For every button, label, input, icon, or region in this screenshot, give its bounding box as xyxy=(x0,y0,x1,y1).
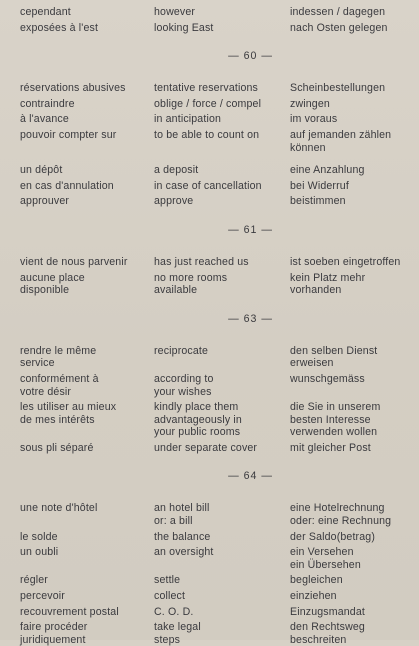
table-row xyxy=(20,113,411,126)
english-term: in case of cancellation xyxy=(154,179,262,192)
english-term: however xyxy=(154,6,196,18)
german-term: wunschgemäss xyxy=(290,372,365,385)
french-term: régler xyxy=(20,574,48,587)
section-heading: — 60 — xyxy=(228,50,273,63)
german-term: einziehen xyxy=(290,590,337,603)
french-term: conformément à votre désir xyxy=(20,372,99,398)
french-term: les utiliser au mieux de mes intérêts xyxy=(20,401,117,426)
english-term: an oversight xyxy=(154,546,214,559)
table-row xyxy=(20,256,411,269)
german-term: mit gleicher Post xyxy=(290,441,371,454)
table-row xyxy=(20,82,411,95)
table-row xyxy=(20,98,411,111)
french-term: le solde xyxy=(20,530,58,543)
german-term: im voraus xyxy=(290,113,338,126)
french-term: réservations abusives xyxy=(20,82,126,95)
french-term: un dépôt xyxy=(20,164,63,177)
german-term: der Saldo(betrag) xyxy=(290,530,375,543)
table-row xyxy=(20,195,411,208)
section-heading: — 63 — xyxy=(228,312,273,325)
english-term: tentative reservations xyxy=(154,82,258,95)
english-term: collect xyxy=(154,590,186,603)
table-row xyxy=(20,621,411,646)
english-term: has just reached us xyxy=(154,255,249,268)
english-term: in anticipation xyxy=(154,113,222,126)
table-row xyxy=(20,272,411,297)
french-term: à l'avance xyxy=(20,113,69,126)
french-term: exposées à l'est xyxy=(20,21,99,34)
table-row xyxy=(20,180,411,193)
english-term: settle xyxy=(154,574,181,587)
table-row xyxy=(20,401,411,439)
english-term: a deposit xyxy=(154,164,199,177)
english-term: approve xyxy=(154,195,194,208)
french-term: aucune place disponible xyxy=(20,271,85,297)
german-term: begleichen xyxy=(290,574,343,587)
table-row xyxy=(20,502,411,527)
german-term: den Rechtsweg beschreiten xyxy=(290,621,365,646)
table-row xyxy=(20,6,411,19)
table-row xyxy=(20,574,411,587)
german-term: kein Platz mehr vorhanden xyxy=(290,271,366,297)
section-heading: — 64 — xyxy=(228,470,273,483)
german-term: Einzugsmandat xyxy=(290,605,365,618)
english-term: under separate cover xyxy=(154,441,258,454)
french-term: rendre le même service xyxy=(20,344,97,370)
english-term: an hotel bill or: a bill xyxy=(154,502,210,528)
french-term: une note d'hôtel xyxy=(20,502,98,515)
french-term: un oubli xyxy=(20,546,59,559)
german-term: eine Hotelrechnung oder: eine Rechnung xyxy=(290,502,392,528)
french-term: pouvoir compter sur xyxy=(20,128,117,141)
english-term: C. O. D. xyxy=(154,605,194,618)
table-row xyxy=(20,606,411,619)
german-term: den selben Dienst erweisen xyxy=(290,344,378,370)
german-term: beistimmen xyxy=(290,195,346,208)
german-term: bei Widerruf xyxy=(290,179,349,192)
german-term: zwingen xyxy=(290,97,330,110)
english-term: kindly place them advantageously in your public rooms xyxy=(154,401,242,439)
french-term: en cas d'annulation xyxy=(20,179,114,192)
english-term: oblige / force / compel xyxy=(154,97,262,110)
german-term: nach Osten gelegen xyxy=(290,21,388,34)
french-term: approuver xyxy=(20,195,70,208)
table-row xyxy=(20,590,411,603)
french-term: sous pli séparé xyxy=(20,441,94,454)
table-row xyxy=(20,22,411,35)
german-term: ist soeben eingetroffen xyxy=(290,255,401,268)
english-term: the balance xyxy=(154,530,211,543)
german-term: auf jemanden zählen können xyxy=(290,128,392,154)
french-term: percevoir xyxy=(20,590,65,603)
table-row xyxy=(20,345,411,370)
german-term: eine Anzahlung xyxy=(290,164,365,177)
french-term: cependant xyxy=(20,6,71,18)
french-term: vient de nous parvenir xyxy=(20,255,128,268)
english-term: take legal steps xyxy=(154,621,201,646)
section-heading: — 61 — xyxy=(228,223,273,236)
english-term: no more rooms available xyxy=(154,271,228,297)
german-term: ein Versehen ein Übersehen xyxy=(290,546,361,571)
row-gap xyxy=(20,157,411,164)
table-row xyxy=(20,164,411,177)
table-row xyxy=(20,442,411,455)
english-term: to be able to count on xyxy=(154,128,260,141)
table-row xyxy=(20,531,411,544)
french-term: faire procéder juridiquement xyxy=(20,621,88,646)
table-row xyxy=(20,373,411,398)
table-row xyxy=(20,129,411,154)
english-term: reciprocate xyxy=(154,344,209,357)
table-row xyxy=(20,546,411,571)
german-term: Scheinbestellungen xyxy=(290,82,386,95)
english-term: looking East xyxy=(154,21,214,34)
french-term: contraindre xyxy=(20,97,75,110)
french-term: recouvrement postal xyxy=(20,605,119,618)
german-term: die Sie in unserem besten Interesse verwenden wollen xyxy=(290,401,381,439)
german-term: indessen / dagegen xyxy=(290,6,386,18)
english-term: according to your wishes xyxy=(154,372,214,398)
